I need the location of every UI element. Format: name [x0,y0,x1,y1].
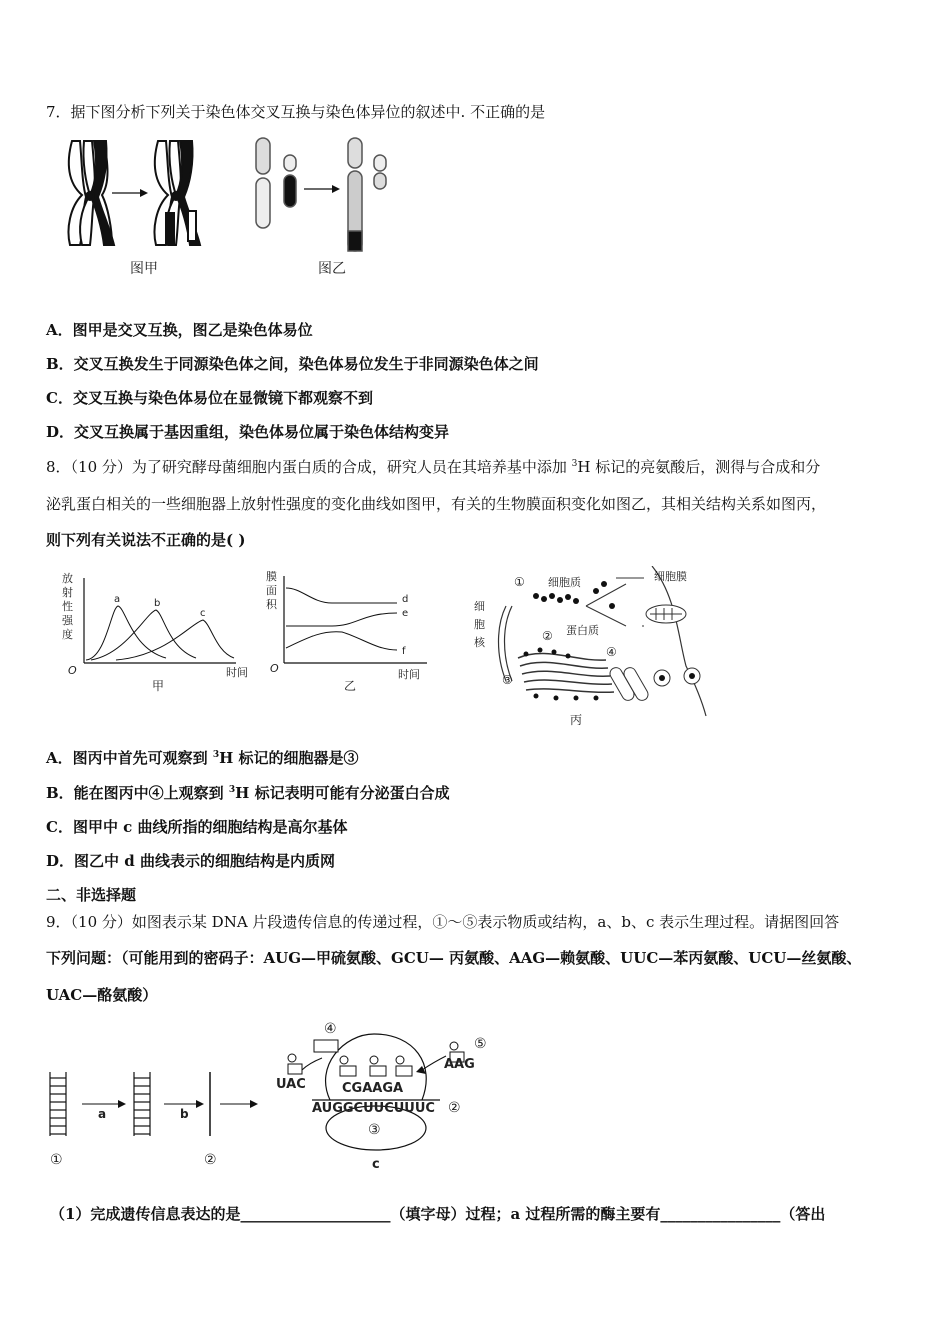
q9-diagram [44,1016,504,1174]
curve-f [286,632,397,650]
q9-line3: UAC—酪氨酸） [46,986,158,1004]
peptide-box [314,1040,338,1052]
q9-n4: ④ [324,1021,337,1037]
curve-a-label: a [114,594,121,605]
curve-f-label: f [402,646,406,657]
chromosome-translocation [256,138,386,251]
arrow-icon [112,189,148,197]
cell-membrane-line [652,566,706,716]
q8-stem-line2: 泌乳蛋白相关的一些细胞器上放射性强度的变化曲线如图甲，有关的生物膜面积变化如图乙，其相关结构关系如图丙， [46,495,827,513]
chart-jia [56,568,256,698]
q7-option-c: C．交叉互换与染色体易位在显微镜下都观察不到 [46,389,373,407]
curve-c-label: c [200,608,206,619]
q9-anticodons: CGAAGA [342,1081,404,1096]
q7-option-d: D．交叉互换属于基因重组，染色体易位属于染色体结构变异 [46,423,450,441]
chart-yi-ylabel: 膜面积 [266,570,277,611]
curve-e-label: e [402,608,409,619]
q8-option-c: C．图甲中 c 曲线所指的细胞结构是高尔基体 [46,818,348,836]
section-heading: 二、非选择题 [46,886,137,904]
chart-jia-xlabel: 时间 [226,666,248,679]
label-nucleus: 细胞核 [474,600,485,649]
diagram-bing [466,566,718,728]
chart-yi-xlabel: 时间 [398,668,420,681]
q7-option-b: B．交叉互换发生于同源染色体之间，染色体易位发生于非同源染色体之间 [46,355,539,373]
chromosome-pair-after [155,141,201,245]
label-n1: ① [514,575,525,589]
q9-line1: 9．（10 分）如图表示某 DNA 片段遗传信息的传递过程，①～⑤表示物质或结构，a、b、c 表示生理过程。请据图回答 [46,913,840,931]
q8-option-a: A．图丙中首先可观察到 $^3$H 标记的细胞器是③ [46,749,359,767]
chart-jia-caption: 甲 [152,679,165,693]
curve-c [116,620,234,660]
label-n4: ④ [606,645,617,659]
q7-option-a: A．图甲是交叉互换，图乙是染色体易位 [46,321,313,339]
label-cytoplasm: 细胞质 [548,576,581,589]
chromosome-pair-before [69,141,115,245]
q9-n2-b: ② [448,1100,461,1116]
chart-jia-origin: O [68,664,77,677]
q9-uac: UAC [276,1077,306,1092]
label-protein: 蛋白质 [566,624,599,637]
q9-label-c: c [372,1157,380,1172]
curve-d [286,588,397,603]
q8-option-b: B．能在图丙中④上观察到 $^3$H 标记表明可能有分泌蛋白合成 [46,784,450,802]
label-membrane: 细胞膜 [654,570,687,583]
q7-stem: 7．据下图分析下列关于染色体交叉互换与染色体异位的叙述中. 不正确的是 [46,103,546,121]
q9-label-a: a [98,1107,107,1121]
curve-d-label: d [402,594,409,605]
chart-yi-caption: 乙 [344,679,357,693]
q9-n2: ② [204,1152,217,1168]
q8-option-d: D．图乙中 d 曲线表示的细胞结构是内质网 [46,852,335,870]
q7-figure [60,133,400,283]
chart-yi-origin: O [270,662,279,675]
q9-n3: ③ [368,1122,381,1138]
q9-n1: ① [50,1152,63,1168]
q9-n5: ⑤ [474,1036,487,1052]
q8-stem-line1: 8．（10 分）为了研究酵母菌细胞内蛋白质的合成，研究人员在其培养基中添加 $^3$H 标记的亮氨酸后，测得与合成和分 [46,458,821,476]
fig-yi-label: 图乙 [318,261,346,277]
chart-yi [262,568,442,698]
er-stack [518,653,614,692]
q9-label-b: b [180,1107,189,1121]
q9-sub1: （1）完成遗传信息表达的是____________________（填字母）过程；a 过程所需的酶主要有________________（答出 [50,1205,826,1223]
curve-a [86,606,166,660]
curve-e [286,613,397,626]
label-n2: ② [542,629,553,643]
q9-line2: 下列问题：（可能用到的密码子：AUG—甲硫氨酸、GCU— 丙氨酸、AAG—赖氨酸、UUC—苯丙氨酸、UCU—丝氨酸、 [46,949,862,967]
label-n3: ③ [502,673,513,687]
dna-ladder-2 [134,1072,150,1136]
chart-jia-ylabel: 放射性强度 [62,572,73,641]
diagram-bing-caption: 丙 [570,713,583,727]
q9-mrna: AUGGCUUCUUUC [312,1101,435,1116]
flow-arrows [586,578,644,626]
curve-b-label: b [154,598,161,609]
dna-ladder-1 [50,1072,66,1136]
q8-stem-line3: 则下列有关说法不正确的是( ) [46,531,246,549]
fig-jia-label: 图甲 [130,261,158,277]
q9-aag: AAG [444,1057,475,1072]
